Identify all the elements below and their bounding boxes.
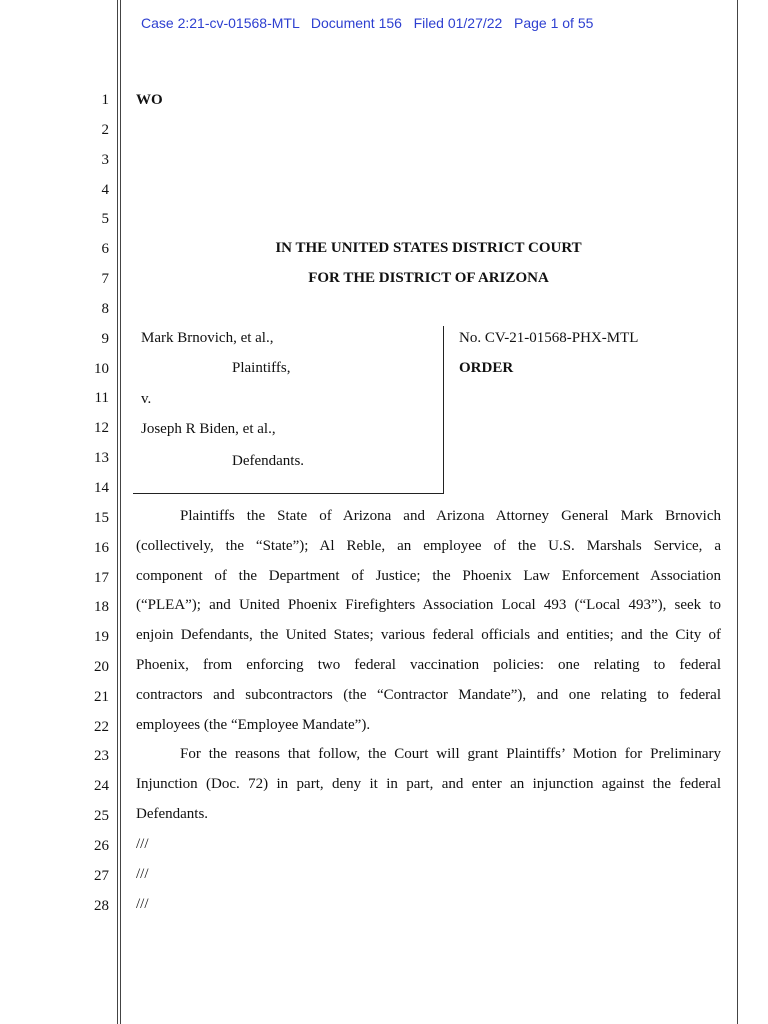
line-number: 28: [94, 898, 109, 914]
line-number: 3: [101, 152, 109, 168]
body-line: component of the Department of Justice; the Phoenix Law Enforcement Association: [136, 568, 721, 584]
body-line: (“PLEA”); and United Phoenix Firefighters Association Local 493 (“Local 493”), seek to: [136, 597, 721, 613]
line-number: 14: [94, 480, 109, 496]
body-line: Defendants.: [136, 806, 209, 822]
body-line: Phoenix, from enforcing two federal vaccination policies: one relating to federal: [136, 657, 721, 673]
line-number: 5: [101, 211, 109, 227]
body-line: ///: [136, 896, 149, 912]
line-number: 21: [94, 689, 109, 705]
court-district: FOR THE DISTRICT OF ARIZONA: [308, 270, 549, 286]
line-number: 1: [101, 92, 109, 108]
left-margin-rule-inner: [120, 0, 121, 1024]
court-name: IN THE UNITED STATES DISTRICT COURT: [275, 240, 582, 256]
line-number: 19: [94, 629, 109, 645]
versus-label: v.: [141, 391, 152, 407]
case-header-stamp: Case 2:21-cv-01568-MTL Document 156 Filed 01/27/22 Page 1 of 55: [141, 15, 594, 31]
line-number: 24: [94, 778, 109, 794]
line-number: 9: [101, 331, 109, 347]
body-line: Plaintiffs the State of Arizona and Arizona Attorney General Mark Brnovich: [180, 508, 721, 524]
plaintiff-role: Plaintiffs,: [232, 360, 291, 376]
line-number: 15: [94, 510, 109, 526]
line-number: 7: [101, 271, 109, 287]
line-number: 25: [94, 808, 109, 824]
wo-marker: WO: [136, 92, 163, 108]
line-number: 27: [94, 868, 109, 884]
body-line: enjoin Defendants, the United States; various federal officials and entities; and the City of: [136, 627, 721, 643]
plaintiff-name: Mark Brnovich, et al.,: [141, 330, 274, 346]
caption-horizontal-rule: [133, 493, 444, 494]
line-number: 18: [94, 599, 109, 615]
line-number: 22: [94, 719, 109, 735]
right-margin-rule: [737, 0, 738, 1024]
body-line: ///: [136, 836, 149, 852]
line-number: 26: [94, 838, 109, 854]
line-number: 4: [101, 182, 109, 198]
line-number: 13: [94, 450, 109, 466]
line-number: 11: [94, 390, 109, 406]
line-number: 16: [94, 540, 109, 556]
line-number: 12: [94, 420, 109, 436]
defendant-role: Defendants.: [232, 453, 305, 469]
body-line: contractors and subcontractors (the “Contractor Mandate”), and one relating to federal: [136, 687, 721, 703]
body-line: employees (the “Employee Mandate”).: [136, 717, 371, 733]
body-line: Injunction (Doc. 72) in part, deny it in part, and enter an injunction against the federal: [136, 776, 721, 792]
left-margin-rule-outer: [117, 0, 118, 1024]
line-number: 2: [101, 122, 109, 138]
line-number: 17: [94, 570, 109, 586]
body-line: (collectively, the “State”); Al Reble, an employee of the U.S. Marshals Service, a: [136, 538, 721, 554]
defendant-name: Joseph R Biden, et al.,: [141, 421, 276, 437]
caption-vertical-rule: [443, 326, 444, 493]
document-title: ORDER: [459, 360, 514, 376]
body-line: For the reasons that follow, the Court will grant Plaintiffs’ Motion for Preliminary: [180, 746, 721, 762]
line-number: 10: [94, 361, 109, 377]
line-number: 8: [101, 301, 109, 317]
body-line: ///: [136, 866, 149, 882]
line-number: 6: [101, 241, 109, 257]
line-number: 23: [94, 748, 109, 764]
case-number: No. CV-21-01568-PHX-MTL: [459, 330, 639, 346]
line-number: 20: [94, 659, 109, 675]
